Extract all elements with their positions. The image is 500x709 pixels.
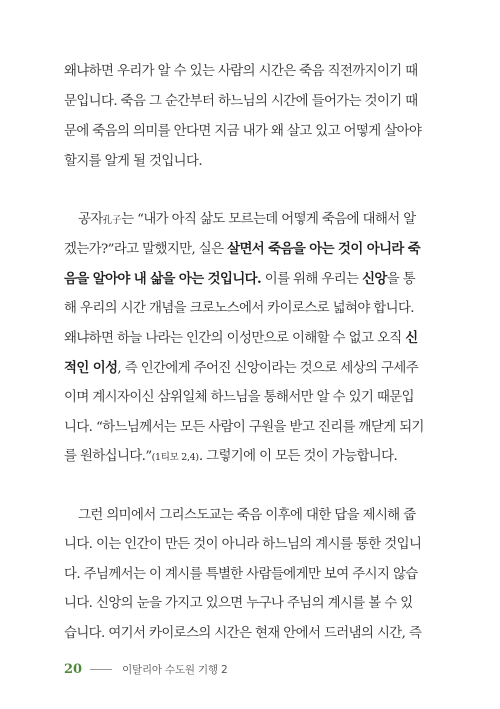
text-run: 는 “내가 아직 삶도 모르는데 어떻게 죽음에 대해서 알 — [121, 212, 416, 227]
page-footer — [64, 660, 227, 678]
emphasis-text: 적인 이성 — [64, 360, 118, 376]
text-run: 왜냐하면 우리가 알 수 있는 사람의 시간은 죽음 직전까지이기 때 — [64, 64, 418, 79]
text-run: 공자 — [78, 212, 103, 227]
text-run: 문입니다. 죽음 그 순간부터 하느님의 시간에 들어가는 것이기 때 — [64, 94, 418, 109]
text-line — [64, 536, 436, 554]
footer-divider — [90, 669, 112, 670]
emphasis-text: 살면서 죽음을 아는 것이 아니라 죽 — [227, 241, 421, 257]
text-run: 이를 위해 우리는 — [261, 272, 363, 287]
text-run: 겠는가?”라고 말했지만, 실은 — [64, 242, 228, 257]
text-run: 니다. “하느님께서는 모든 사람이 구원을 받고 진리를 깨닫게 되기 — [64, 420, 424, 435]
text-line — [78, 507, 436, 525]
text-line — [64, 300, 436, 318]
running-title: 이탈리아 수도원 기행 2 — [122, 663, 228, 676]
page-number: 20 — [64, 661, 83, 677]
text-run: (1티모 2,4) — [151, 452, 199, 463]
text-line — [64, 595, 436, 613]
text-run: 습니다. 여기서 카이로스의 시간은 현재 안에서 드러냄의 시간, 즉 — [64, 626, 422, 641]
text-run: . 그렇기에 이 모든 것이 가능합니다. — [198, 449, 398, 464]
text-line — [64, 359, 436, 378]
text-run: 할지를 알게 될 것입니다. — [64, 154, 202, 169]
text-run: 孔子 — [102, 215, 122, 226]
text-run: 문에 죽음의 의미를 안다면 지금 내가 왜 살고 있고 어떻게 살아야 — [64, 124, 422, 139]
text-run: 니다. 이는 인간이 만든 것이 아니라 하느님의 계시를 통한 것입니 — [64, 537, 422, 552]
text-line — [64, 419, 436, 437]
emphasis-text: 신 — [405, 330, 418, 346]
text-line — [64, 625, 436, 643]
text-run: 그런 의미에서 그리스도교는 죽음 이후에 대한 답을 제시해 줍 — [78, 508, 416, 523]
text-line — [64, 270, 436, 289]
text-run: 을 통 — [386, 272, 416, 287]
text-run: 다. 주님께서는 이 계시를 특별한 사람들에게만 보여 주시지 않습 — [64, 567, 418, 582]
text-run: 니다. 신앙의 눈을 가지고 있으면 누구나 주님의 계시를 볼 수 있 — [64, 596, 413, 611]
text-run: 해 우리의 시간 개념을 크로노스에서 카이로스로 넓혀야 합니다. — [64, 301, 414, 316]
emphasis-text: 신앙 — [362, 271, 387, 287]
text-line — [64, 329, 436, 348]
text-line — [64, 448, 436, 467]
text-line — [64, 123, 436, 141]
text-run: 왜냐하면 하늘 나라는 인간의 이성만으로 이해할 수 없고 오직 — [64, 331, 406, 346]
text-run: , 즉 인간에게 주어진 신앙이라는 것으로 세상의 구세주 — [117, 361, 419, 376]
text-run: 이며 계시자이신 삼위일체 하느님을 통해서만 알 수 있기 때문입 — [64, 390, 414, 405]
text-line — [64, 93, 436, 111]
text-line — [64, 153, 436, 171]
emphasis-text: 음을 알아야 내 삶을 아는 것입니다. — [64, 271, 262, 287]
text-line — [64, 63, 436, 81]
text-line — [64, 240, 436, 259]
text-line — [64, 566, 436, 584]
text-line — [78, 211, 436, 230]
text-line — [64, 389, 436, 407]
text-run: 를 원하십니다.” — [64, 449, 152, 464]
